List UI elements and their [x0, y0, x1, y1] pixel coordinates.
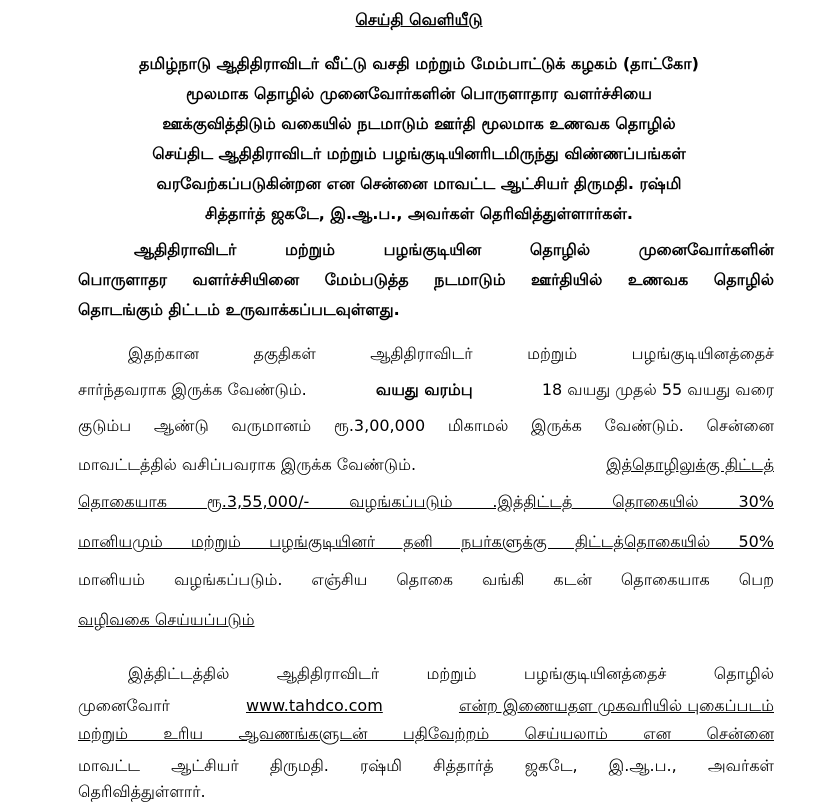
para4-line-2-text-a: முனைவோர் — [78, 696, 170, 715]
para2-line-1: ஆதிதிராவிடர் மற்றும் பழங்குடியின தொழில் முனைவோர்களின் — [134, 240, 774, 259]
intro-line-6: சித்தார்த் ஜகடே, இ.ஆ.ப., அவர்கள் தெரிவித்துள்ளார்கள். — [205, 204, 633, 223]
website-link[interactable]: www.tahdco.com — [245, 696, 383, 715]
intro-line-4: செய்திட ஆதிதிராவிடர் மற்றும் பழங்குடியினரிடமிருந்து விண்ணப்பங்கள் — [152, 144, 686, 163]
para3-line-2-text-a: சார்ந்தவராக இருக்க வேண்டும். — [78, 380, 307, 399]
para3-line-4-text-b: இத்தொழிலுக்கு திட்டத் — [606, 455, 774, 474]
para2-line-3: தொடங்கும் திட்டம் உருவாக்கப்படவுள்ளது. — [78, 300, 400, 319]
para3-line-2 — [78, 380, 774, 400]
para4-line-2-text-c: என்ற இணையதள முகவரியில் புகைப்படம் — [458, 696, 774, 715]
intro-line-5: வரவேற்கப்படுகின்றன என சென்னை மாவட்ட ஆட்சியர் திருமதி. ரஷ்மி — [156, 174, 682, 193]
para3-line-3: குடும்ப ஆண்டு வருமானம் ரூ.3,00,000 மிகாமல் இருக்க வேண்டும். சென்னை — [78, 416, 774, 435]
intro-line-3: ஊக்குவித்திடும் வகையில் நடமாடும் ஊர்தி மூலமாக உணவக தொழில் — [162, 114, 676, 133]
para4-line-2 — [78, 696, 774, 716]
para3-line-4-text-a: மாவட்டத்தில் வசிப்பவராக இருக்க வேண்டும். — [78, 455, 417, 474]
para3-line-6: மானியமும் மற்றும் பழங்குடியினர் தனி நபர்களுக்கு திட்டத்தொகையில் 50% — [78, 532, 774, 551]
para4-line-1: இத்திட்டத்தில் ஆதிதிராவிடர் மற்றும் பழங்குடியினத்தைச் தொழில் — [128, 664, 774, 683]
intro-line-1: தமிழ்நாடு ஆதிதிராவிடர் வீட்டு வசதி மற்றும் மேம்பாட்டுக் கழகம் (தாட்கோ) — [139, 54, 699, 73]
para3-line-2-text-c: 18 வயது முதல் 55 வயது வரை — [541, 380, 774, 399]
para4-line-5: தெரிவித்துள்ளார். — [78, 782, 206, 801]
para4-line-4: மாவட்ட ஆட்சியர் திருமதி. ரஷ்மி சித்தார்த் ஜகடே, இ.ஆ.ப., அவர்கள் — [78, 756, 774, 775]
para3-line-5: தொகையாக ரூ.3,55,000/- வழங்கப்படும் .இத்திட்டத் தொகையில் 30% — [78, 492, 774, 511]
para3-line-4 — [78, 455, 774, 475]
para3-line-7: மானியம் வழங்கப்படும். எஞ்சிய தொகை வங்கி கடன் தொகையாக பெற — [78, 570, 774, 589]
para4-line-3: மற்றும் உரிய ஆவணங்களுடன் பதிவேற்றம் செய்யலாம் என சென்னை — [78, 724, 774, 743]
press-release-title: செய்தி வெளியீடு — [355, 10, 483, 29]
para2-line-2: பொருளாதர வளர்ச்சியினை மேம்படுத்த நடமாடும் ஊர்தியில் உணவக தொழில் — [78, 270, 774, 289]
para3-line-1: இதற்கான தகுதிகள் ஆதிதிராவிடர் மற்றும் பழங்குடியினத்தைச் — [128, 344, 774, 363]
intro-line-2: மூலமாக தொழில் முனைவோர்களின் பொருளாதார வளர்ச்சியை — [185, 84, 652, 103]
para3-line-8: வழிவகை செய்யப்படும் — [78, 610, 255, 629]
age-limit-label: வயது வரம்பு — [375, 380, 473, 399]
